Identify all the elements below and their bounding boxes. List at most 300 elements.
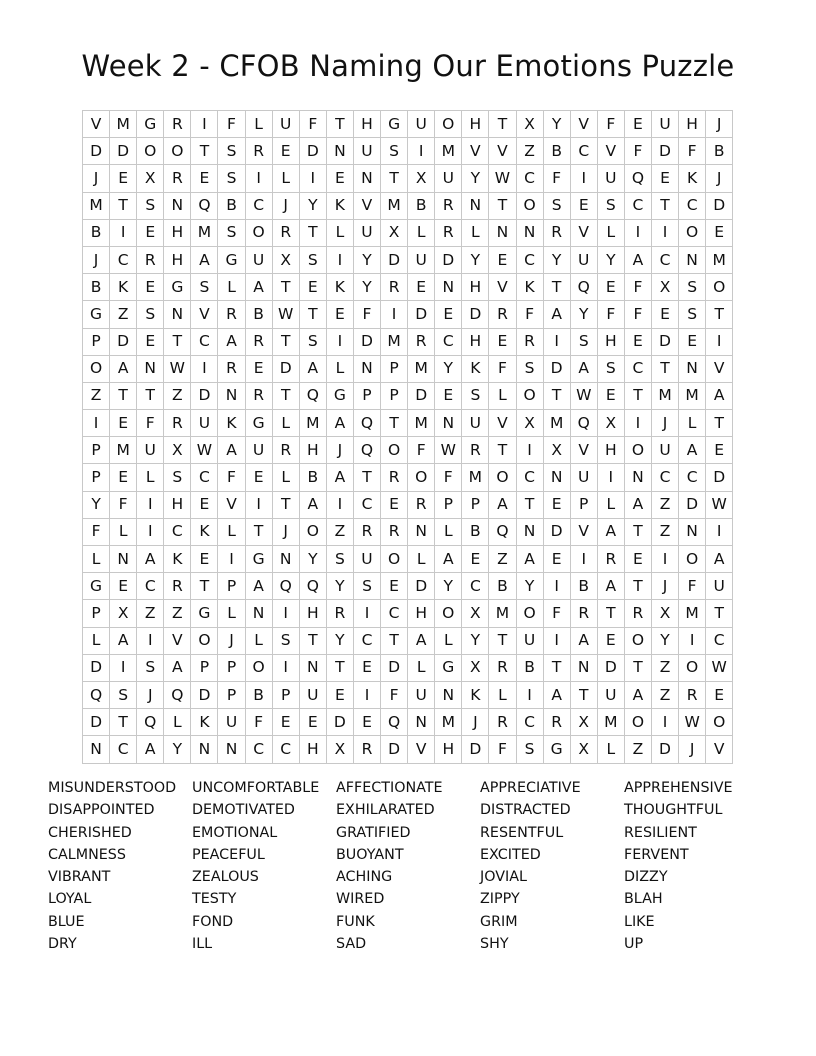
grid-cell: A xyxy=(110,355,137,382)
grid-cell: Z xyxy=(83,382,110,409)
grid-cell: Y xyxy=(543,111,570,138)
grid-cell: M xyxy=(679,382,706,409)
word-list-item: DRY xyxy=(48,936,77,953)
word-list-item: UP xyxy=(624,936,644,953)
grid-cell: Z xyxy=(137,600,164,627)
grid-cell: J xyxy=(706,165,733,192)
grid-cell: K xyxy=(462,355,489,382)
grid-cell: E xyxy=(435,382,462,409)
grid-cell: Q xyxy=(624,165,651,192)
grid-cell: F xyxy=(299,111,326,138)
grid-cell: A xyxy=(164,654,191,681)
grid-cell: U xyxy=(353,219,380,246)
word-list-item: APPREHENSIVE xyxy=(624,780,733,796)
grid-cell: V xyxy=(218,491,245,518)
grid-cell: E xyxy=(489,328,516,355)
grid-cell: F xyxy=(137,410,164,437)
grid-cell: K xyxy=(191,518,218,545)
grid-cell: V xyxy=(706,355,733,382)
letter-grid xyxy=(82,110,733,764)
grid-cell: H xyxy=(164,219,191,246)
grid-cell: I xyxy=(191,111,218,138)
grid-cell: P xyxy=(381,355,408,382)
grid-cell: T xyxy=(706,301,733,328)
grid-cell: N xyxy=(137,355,164,382)
grid-cell: P xyxy=(462,491,489,518)
grid-cell: T xyxy=(110,709,137,736)
grid-cell: O xyxy=(381,437,408,464)
grid-cell: V xyxy=(462,138,489,165)
grid-cell: U xyxy=(408,111,435,138)
grid-cell: F xyxy=(245,709,272,736)
grid-cell: G xyxy=(164,274,191,301)
word-list-item: ACHING xyxy=(336,869,393,886)
word-list-item: PEACEFUL xyxy=(192,846,265,863)
grid-cell: O xyxy=(408,464,435,491)
grid-cell: R xyxy=(164,410,191,437)
grid-cell: O xyxy=(679,546,706,573)
grid-cell: T xyxy=(543,274,570,301)
word-list-item: DIZZY xyxy=(624,869,668,886)
word-list-item: BLAH xyxy=(624,891,663,908)
grid-cell: S xyxy=(462,382,489,409)
grid-cell: R xyxy=(381,464,408,491)
grid-cell: C xyxy=(245,736,272,763)
grid-cell: D xyxy=(408,382,435,409)
grid-cell: I xyxy=(245,491,272,518)
grid-cell: V xyxy=(570,111,597,138)
grid-cell: T xyxy=(110,382,137,409)
grid-cell: Y xyxy=(435,355,462,382)
grid-cell: Z xyxy=(624,736,651,763)
grid-row xyxy=(83,573,733,600)
grid-cell: E xyxy=(245,464,272,491)
grid-cell: H xyxy=(164,491,191,518)
grid-cell: L xyxy=(245,627,272,654)
grid-cell: C xyxy=(651,246,678,273)
grid-cell: P xyxy=(83,600,110,627)
grid-cell: S xyxy=(381,138,408,165)
grid-cell: Y xyxy=(462,246,489,273)
grid-cell: U xyxy=(245,246,272,273)
grid-cell: E xyxy=(191,546,218,573)
grid-cell: N xyxy=(679,518,706,545)
grid-cell: A xyxy=(570,627,597,654)
grid-cell: S xyxy=(110,681,137,708)
grid-cell: D xyxy=(543,355,570,382)
grid-cell: O xyxy=(83,355,110,382)
grid-cell: V xyxy=(570,437,597,464)
grid-cell: T xyxy=(272,274,299,301)
grid-cell: V xyxy=(191,301,218,328)
grid-cell: I xyxy=(137,627,164,654)
grid-cell: P xyxy=(272,681,299,708)
grid-cell: E xyxy=(597,627,624,654)
grid-cell: S xyxy=(218,219,245,246)
grid-cell: R xyxy=(597,546,624,573)
grid-cell: A xyxy=(489,491,516,518)
grid-cell: T xyxy=(570,681,597,708)
grid-cell: F xyxy=(218,464,245,491)
grid-cell: I xyxy=(543,328,570,355)
grid-cell: P xyxy=(83,437,110,464)
word-list-item: RESILIENT xyxy=(624,824,697,841)
grid-cell: D xyxy=(353,328,380,355)
grid-cell: R xyxy=(326,600,353,627)
grid-cell: T xyxy=(543,382,570,409)
grid-cell: K xyxy=(191,709,218,736)
grid-row xyxy=(83,246,733,273)
grid-cell: T xyxy=(110,192,137,219)
grid-cell: E xyxy=(191,491,218,518)
grid-cell: H xyxy=(408,600,435,627)
grid-cell: S xyxy=(137,654,164,681)
grid-cell: O xyxy=(435,111,462,138)
grid-cell: J xyxy=(706,111,733,138)
word-list-item: VIBRANT xyxy=(48,869,111,886)
grid-cell: J xyxy=(462,709,489,736)
grid-cell: T xyxy=(164,328,191,355)
grid-cell: F xyxy=(435,464,462,491)
grid-cell: V xyxy=(570,518,597,545)
grid-cell: H xyxy=(462,274,489,301)
grid-cell: X xyxy=(570,736,597,763)
grid-cell: J xyxy=(679,736,706,763)
grid-cell: D xyxy=(299,138,326,165)
grid-cell: T xyxy=(245,518,272,545)
grid-cell: R xyxy=(381,518,408,545)
word-list-item: CHERISHED xyxy=(48,824,132,841)
grid-cell: Z xyxy=(164,382,191,409)
grid-cell: Z xyxy=(164,600,191,627)
grid-cell: Y xyxy=(353,246,380,273)
grid-cell: E xyxy=(597,382,624,409)
grid-cell: R xyxy=(245,382,272,409)
grid-cell: A xyxy=(543,681,570,708)
grid-cell: B xyxy=(706,138,733,165)
grid-cell: C xyxy=(191,464,218,491)
grid-cell: Y xyxy=(543,246,570,273)
grid-cell: A xyxy=(299,355,326,382)
grid-cell: N xyxy=(272,546,299,573)
grid-cell: E xyxy=(679,328,706,355)
grid-cell: X xyxy=(272,246,299,273)
grid-cell: M xyxy=(706,246,733,273)
grid-cell: Y xyxy=(435,573,462,600)
grid-cell: E xyxy=(435,301,462,328)
grid-cell: D xyxy=(408,301,435,328)
grid-cell: T xyxy=(272,382,299,409)
grid-cell: I xyxy=(543,627,570,654)
grid-cell: E xyxy=(624,546,651,573)
grid-cell: H xyxy=(597,328,624,355)
grid-cell: N xyxy=(83,736,110,763)
grid-cell: A xyxy=(706,382,733,409)
grid-cell: V xyxy=(164,627,191,654)
grid-cell: C xyxy=(191,328,218,355)
word-list-item: EXHILARATED xyxy=(336,802,435,819)
grid-cell: P xyxy=(218,573,245,600)
grid-cell: T xyxy=(326,654,353,681)
grid-cell: V xyxy=(570,219,597,246)
grid-row xyxy=(83,192,733,219)
word-list-item: DISTRACTED xyxy=(480,802,571,819)
grid-cell: S xyxy=(597,192,624,219)
grid-cell: Y xyxy=(597,246,624,273)
grid-cell: R xyxy=(164,111,191,138)
grid-cell: V xyxy=(706,736,733,763)
grid-cell: B xyxy=(83,219,110,246)
grid-cell: H xyxy=(435,736,462,763)
grid-cell: S xyxy=(299,246,326,273)
grid-cell: I xyxy=(326,491,353,518)
grid-cell: Q xyxy=(83,681,110,708)
grid-cell: T xyxy=(706,600,733,627)
grid-cell: E xyxy=(489,246,516,273)
grid-cell: M xyxy=(489,600,516,627)
grid-cell: C xyxy=(245,192,272,219)
grid-row xyxy=(83,382,733,409)
grid-cell: B xyxy=(462,518,489,545)
grid-cell: L xyxy=(597,491,624,518)
grid-cell: D xyxy=(706,192,733,219)
grid-cell: X xyxy=(110,600,137,627)
grid-cell: D xyxy=(651,736,678,763)
grid-cell: N xyxy=(516,518,543,545)
grid-cell: I xyxy=(191,355,218,382)
grid-cell: X xyxy=(516,111,543,138)
grid-cell: O xyxy=(381,546,408,573)
grid-cell: E xyxy=(381,491,408,518)
word-list-item: SAD xyxy=(336,936,367,953)
grid-cell: F xyxy=(597,301,624,328)
grid-cell: K xyxy=(164,546,191,573)
grid-cell: D xyxy=(326,709,353,736)
grid-cell: R xyxy=(624,600,651,627)
grid-cell: R xyxy=(435,219,462,246)
grid-cell: R xyxy=(353,736,380,763)
grid-cell: C xyxy=(570,138,597,165)
grid-cell: Q xyxy=(299,382,326,409)
grid-cell: L xyxy=(679,410,706,437)
grid-cell: A xyxy=(597,573,624,600)
grid-cell: W xyxy=(435,437,462,464)
grid-cell: D xyxy=(83,138,110,165)
grid-cell: D xyxy=(381,736,408,763)
grid-cell: G xyxy=(83,573,110,600)
grid-cell: Y xyxy=(299,546,326,573)
grid-cell: D xyxy=(435,246,462,273)
grid-row xyxy=(83,437,733,464)
grid-cell: R xyxy=(272,437,299,464)
grid-cell: E xyxy=(706,219,733,246)
grid-cell: Y xyxy=(462,627,489,654)
grid-cell: L xyxy=(110,518,137,545)
grid-cell: T xyxy=(137,382,164,409)
grid-cell: Q xyxy=(570,410,597,437)
grid-cell: P xyxy=(218,654,245,681)
grid-cell: V xyxy=(489,274,516,301)
grid-cell: E xyxy=(353,709,380,736)
grid-cell: I xyxy=(326,246,353,273)
grid-cell: E xyxy=(543,491,570,518)
word-list-item: THOUGHTFUL xyxy=(624,802,723,819)
grid-cell: D xyxy=(597,654,624,681)
grid-cell: N xyxy=(408,709,435,736)
grid-cell: O xyxy=(164,138,191,165)
grid-cell: I xyxy=(706,518,733,545)
grid-cell: E xyxy=(137,274,164,301)
grid-cell: Y xyxy=(462,165,489,192)
grid-cell: R xyxy=(245,138,272,165)
grid-cell: I xyxy=(218,546,245,573)
grid-cell: U xyxy=(353,546,380,573)
word-list-item: LIKE xyxy=(624,913,655,930)
grid-cell: N xyxy=(218,382,245,409)
word-list-item: BUOYANT xyxy=(336,846,404,863)
grid-cell: U xyxy=(137,437,164,464)
grid-cell: X xyxy=(543,437,570,464)
grid-cell: M xyxy=(191,219,218,246)
grid-cell: L xyxy=(218,600,245,627)
grid-cell: N xyxy=(110,546,137,573)
grid-cell: O xyxy=(489,464,516,491)
grid-cell: C xyxy=(110,736,137,763)
grid-cell: X xyxy=(516,410,543,437)
grid-cell: M xyxy=(543,410,570,437)
grid-row xyxy=(83,355,733,382)
grid-cell: K xyxy=(516,274,543,301)
word-list-item: BLUE xyxy=(48,913,85,930)
grid-cell: R xyxy=(489,654,516,681)
grid-cell: M xyxy=(435,709,462,736)
grid-cell: B xyxy=(245,301,272,328)
grid-cell: A xyxy=(516,546,543,573)
grid-cell: G xyxy=(191,600,218,627)
grid-cell: F xyxy=(489,736,516,763)
grid-cell: B xyxy=(570,573,597,600)
word-list-item: GRIM xyxy=(480,913,518,930)
grid-cell: B xyxy=(489,573,516,600)
grid-cell: F xyxy=(624,274,651,301)
word-list-item: FUNK xyxy=(336,913,375,930)
grid-cell: A xyxy=(706,546,733,573)
grid-cell: O xyxy=(624,709,651,736)
grid-cell: I xyxy=(706,328,733,355)
grid-cell: I xyxy=(570,165,597,192)
grid-cell: D xyxy=(651,138,678,165)
grid-cell: U xyxy=(462,410,489,437)
grid-cell: C xyxy=(516,246,543,273)
grid-row xyxy=(83,627,733,654)
grid-cell: O xyxy=(245,654,272,681)
grid-row xyxy=(83,301,733,328)
grid-cell: V xyxy=(83,111,110,138)
grid-cell: P xyxy=(218,681,245,708)
grid-cell: G xyxy=(543,736,570,763)
word-list-item: EMOTIONAL xyxy=(192,824,278,841)
grid-cell: E xyxy=(110,410,137,437)
grid-cell: U xyxy=(408,681,435,708)
grid-cell: G xyxy=(83,301,110,328)
grid-cell: A xyxy=(543,301,570,328)
grid-cell: E xyxy=(299,709,326,736)
grid-cell: L xyxy=(489,681,516,708)
grid-cell: T xyxy=(706,410,733,437)
grid-cell: C xyxy=(381,600,408,627)
grid-cell: E xyxy=(408,274,435,301)
grid-cell: F xyxy=(543,600,570,627)
grid-cell: T xyxy=(299,301,326,328)
grid-cell: A xyxy=(435,546,462,573)
grid-cell: Q xyxy=(137,709,164,736)
grid-cell: Q xyxy=(272,573,299,600)
grid-cell: S xyxy=(137,192,164,219)
grid-cell: B xyxy=(516,654,543,681)
word-list-item: DEMOTIVATED xyxy=(192,802,295,819)
grid-cell: A xyxy=(326,464,353,491)
grid-cell: M xyxy=(83,192,110,219)
grid-cell: T xyxy=(299,627,326,654)
grid-cell: T xyxy=(299,219,326,246)
grid-cell: G xyxy=(245,410,272,437)
grid-cell: D xyxy=(110,328,137,355)
grid-cell: E xyxy=(326,681,353,708)
grid-cell: Y xyxy=(164,736,191,763)
grid-cell: L xyxy=(83,627,110,654)
grid-cell: P xyxy=(353,382,380,409)
grid-cell: X xyxy=(408,165,435,192)
grid-cell: N xyxy=(164,192,191,219)
word-list-item: RESENTFUL xyxy=(480,824,564,841)
grid-cell: T xyxy=(272,491,299,518)
grid-cell: U xyxy=(651,111,678,138)
word-list-item: WIRED xyxy=(336,891,385,908)
grid-cell: G xyxy=(435,654,462,681)
grid-cell: I xyxy=(651,709,678,736)
grid-cell: C xyxy=(516,464,543,491)
grid-cell: V xyxy=(489,410,516,437)
grid-cell: D xyxy=(83,709,110,736)
grid-cell: M xyxy=(299,410,326,437)
grid-cell: I xyxy=(272,654,299,681)
grid-cell: A xyxy=(245,573,272,600)
grid-cell: E xyxy=(191,165,218,192)
grid-cell: Y xyxy=(570,301,597,328)
grid-cell: O xyxy=(435,600,462,627)
grid-cell: R xyxy=(218,355,245,382)
grid-cell: I xyxy=(110,219,137,246)
grid-cell: Z xyxy=(110,301,137,328)
grid-cell: F xyxy=(489,355,516,382)
grid-cell: U xyxy=(408,246,435,273)
grid-cell: C xyxy=(353,491,380,518)
grid-cell: O xyxy=(245,219,272,246)
grid-cell: N xyxy=(435,410,462,437)
grid-cell: F xyxy=(381,681,408,708)
grid-cell: T xyxy=(381,165,408,192)
grid-cell: Z xyxy=(651,518,678,545)
grid-cell: E xyxy=(353,654,380,681)
grid-cell: C xyxy=(651,464,678,491)
grid-cell: I xyxy=(353,681,380,708)
grid-cell: Z xyxy=(651,491,678,518)
grid-cell: I xyxy=(597,464,624,491)
grid-cell: E xyxy=(651,165,678,192)
grid-cell: X xyxy=(462,600,489,627)
grid-cell: C xyxy=(164,518,191,545)
grid-cell: I xyxy=(624,410,651,437)
